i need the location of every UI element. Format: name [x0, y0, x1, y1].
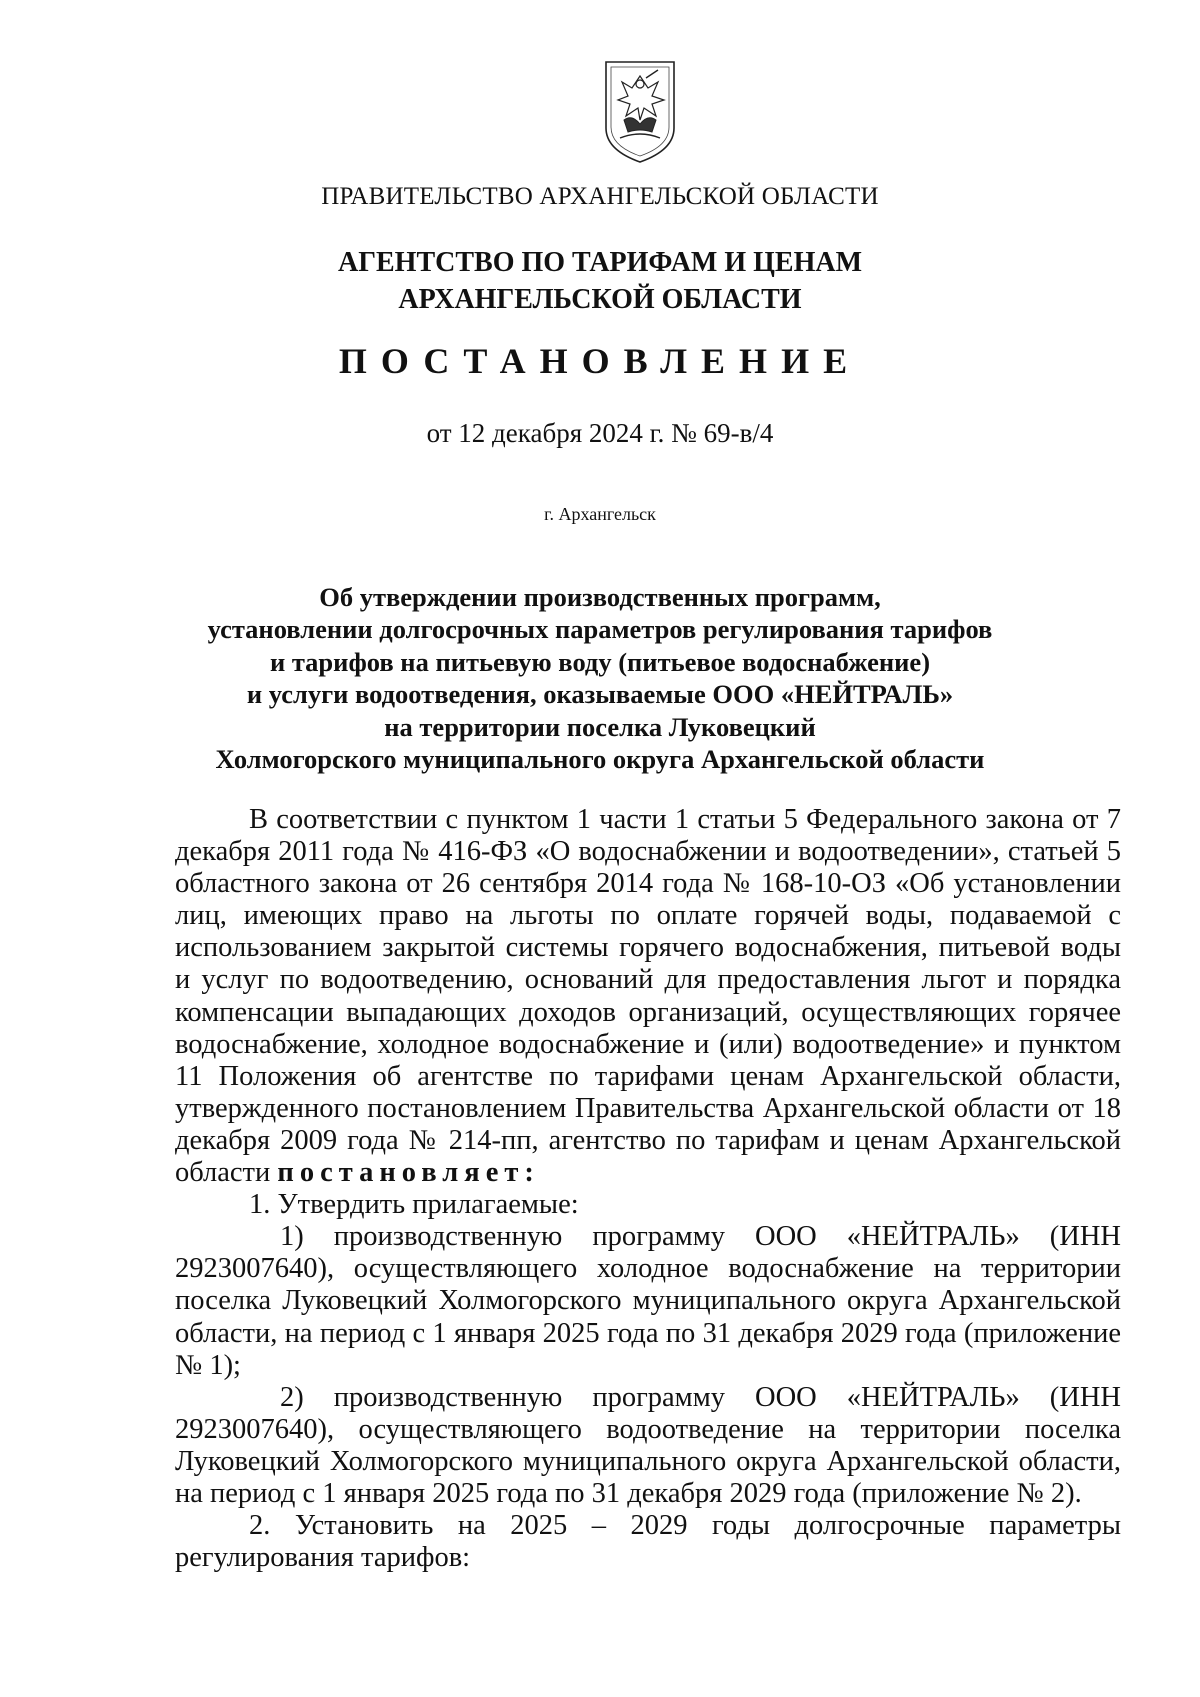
document-subject [0, 581, 1200, 775]
subject-line: Об утверждении производственных программ, [319, 582, 881, 612]
preamble-paragraph [175, 804, 1121, 1189]
subject-line: установлении долгосрочных параметров регулирования тарифов [207, 614, 993, 645]
subject-line: и услуги водоотведения, оказываемые ООО «НЕЙТРАЛЬ» [246, 679, 954, 710]
decree-word: постановляет: [277, 1157, 540, 1189]
government-name: ПРАВИТЕЛЬСТВО АРХАНГЕЛЬСКОЙ ОБЛАСТИ [321, 183, 879, 210]
subject-line: и тарифов на питьевую воду (питьевое водоснабжение) [269, 646, 931, 677]
coat-of-arms-icon [602, 58, 678, 164]
subject-line: Холмогорского муниципального округа Архангельской области [215, 744, 985, 775]
item-2: 2. Установить на 2025 – 2029 годы долгосрочные параметры регулирования тарифов: [175, 1510, 1121, 1574]
agency-name-line-1: АГЕНТСТВО ПО ТАРИФАМ И ЦЕНАМ [337, 247, 863, 278]
agency-name-line-2: АРХАНГЕЛЬСКОЙ ОБЛАСТИ [398, 284, 802, 315]
preamble-text: В соответствии с пунктом 1 части 1 статьи 5 Федерального закона от 7 декабря 2011 года № 416-ФЗ «О водоснабжении и водоотведении», статьей 5 областного закона от 26 сентября 2014 года № 168-10-ОЗ «Об установлении лиц, имеющих право на льготы по оплате горячей воды, подаваемой с использованием закрытой системы горячего водоснабжения, питьевой воды и услуг по водоотведению, оснований для предоставления льгот и порядка компенсации выпадающих доходов организаций, осуществляющих горячее водоснабжение, холодное водоснабжение и (или) водоотведение» и пунктом 11 Положения об агентстве по тарифами ценам Архангельской области, утвержденного постановлением Правительства Архангельской области от 18 декабря 2009 года № 214-пп, агентство по тарифам и ценам Архангельской области [175, 804, 1121, 1189]
document-city: г. Архангельск [544, 504, 656, 524]
agency-name [0, 244, 1200, 318]
document-type: ПОСТАНОВЛЕНИЕ [338, 341, 862, 381]
item-1: 1. Утвердить прилагаемые: [249, 1189, 579, 1221]
item-1-1: 1) производственную программу ООО «НЕЙТРАЛЬ» (ИНН 2923007640), осуществляющего холодное водоснабжение на территории поселка Луковецкий Холмогорского муниципального округа Архангельской области, на период с 1 января 2025 года по 31 декабря 2029 года (приложение № 1); [175, 1221, 1121, 1381]
document-body [175, 804, 1121, 1574]
document-date-number: от 12 декабря 2024 г. № 69-в/4 [426, 418, 774, 448]
subject-line: на территории поселка Луковецкий [384, 711, 816, 742]
item-1-2: 2) производственную программу ООО «НЕЙТРАЛЬ» (ИНН 2923007640), осуществляющего водоотведение на территории поселка Луковецкий Холмогорского муниципального округа Архангельской области, на период с 1 января 2025 года по 31 декабря 2029 года (приложение № 2). [175, 1381, 1121, 1509]
